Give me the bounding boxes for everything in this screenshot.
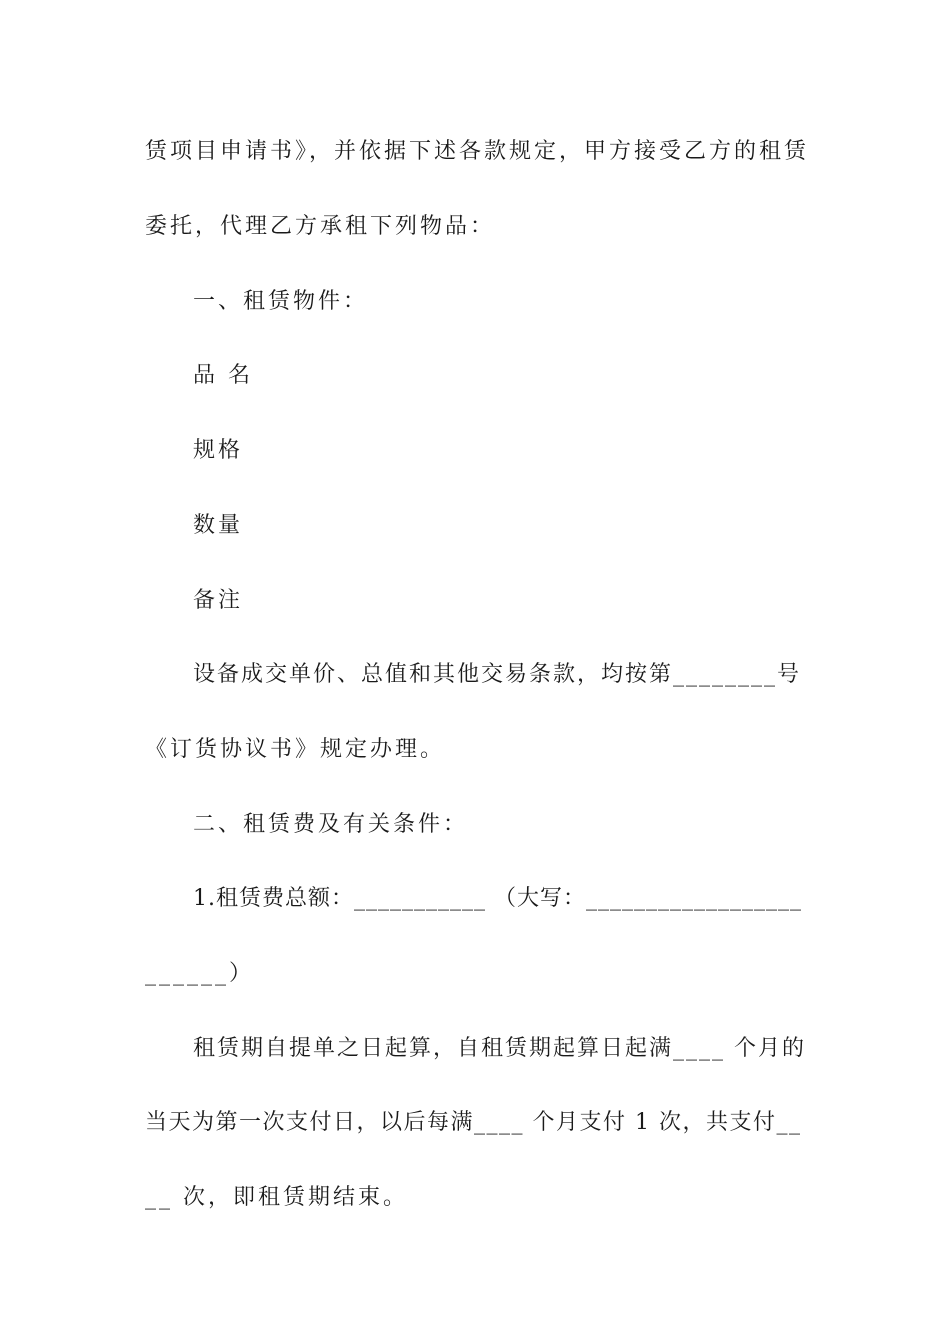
lease-period-line-3: __ 次，即租赁期结束。 [145, 1185, 408, 1210]
paragraph-line-1: 赁项目申请书》，并依据下述各款规定，甲方接受乙方的租赁 [145, 139, 810, 164]
item-remarks-label: 备注 [193, 588, 244, 613]
section-heading-lease-items: 一、租赁物件： [193, 289, 369, 314]
item-spec-label: 规格 [193, 438, 244, 463]
lease-period-line-2: 当天为第一次支付日，以后每满____ 个月支付 1 次，共支付__ [145, 1110, 802, 1135]
item-name-label: 品 名 [193, 363, 253, 388]
lease-period-line-1: 租赁期自提单之日起算，自租赁期起算日起满____ 个月的 [193, 1036, 806, 1061]
paragraph-terms-line-1: 设备成交单价、总值和其他交易条款，均按第________号 [193, 662, 802, 687]
paragraph-line-2: 委托，代理乙方承租下列物品： [145, 214, 496, 239]
section-heading-lease-fee: 二、租赁费及有关条件： [193, 812, 469, 837]
lease-fee-total-line: 1.租赁费总额：___________ （大写：__________________ [193, 886, 802, 911]
item-quantity-label: 数量 [193, 513, 244, 538]
lease-fee-total-continuation: ______） [145, 961, 255, 986]
paragraph-terms-line-2: 《订货协议书》规定办理。 [145, 737, 446, 762]
